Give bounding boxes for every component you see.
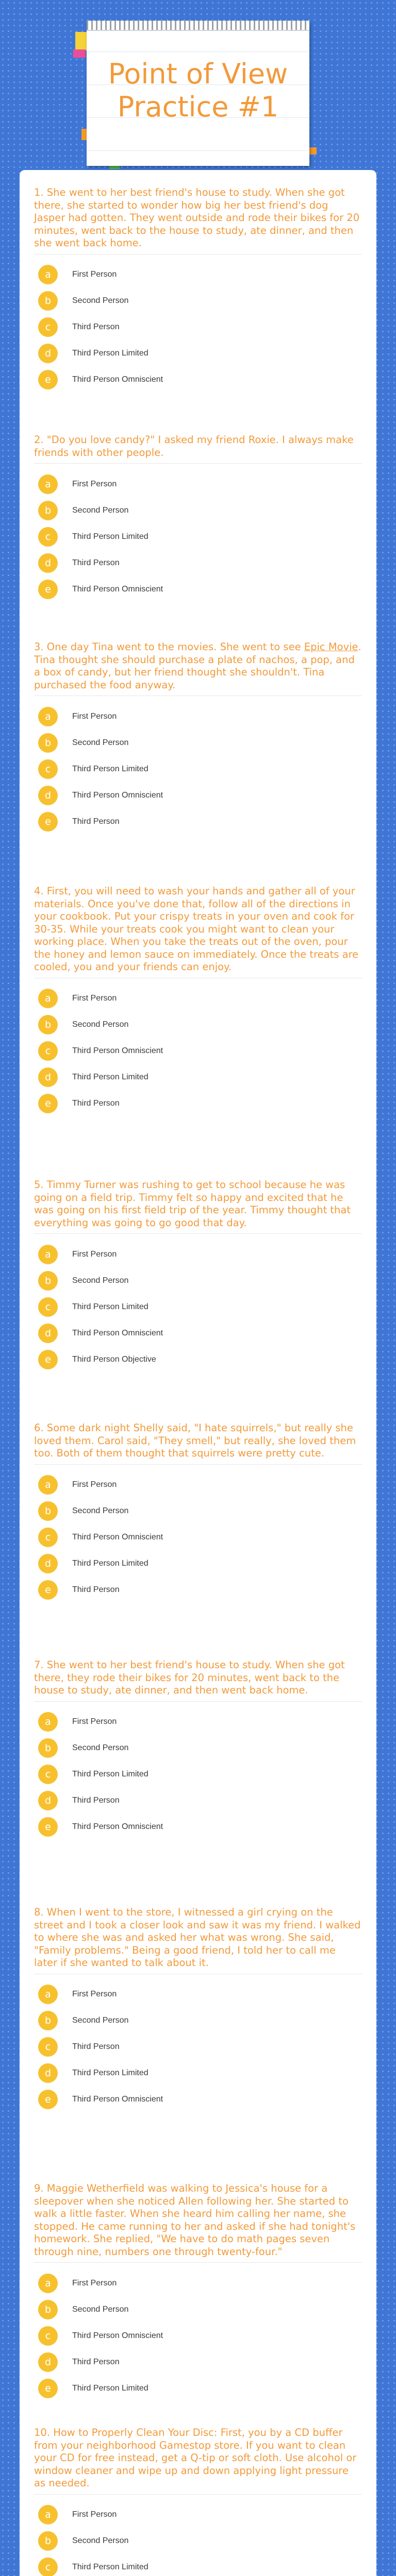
option-letter-badge: c — [38, 1297, 58, 1317]
option-letter-badge: c — [38, 1528, 58, 1547]
answer-option[interactable] — [34, 1981, 362, 2008]
answer-option[interactable] — [34, 2008, 362, 2034]
answer-option[interactable] — [34, 523, 362, 550]
question-text: 4. First, you will need to wash your hands and gather all of your materials. Once you've done that, follow all of the directions in your cookbook. Put your crispy treats in your oven and cook for 30-35. While your treats cook you might want to clean your working place. When you take the treats out of the oven, pour the honey and lemon sauce on immediately. Once the treats are cooled, you and your friends can enjoy. — [34, 885, 362, 978]
option-letter-badge: d — [38, 2063, 58, 2083]
option-letter-badge: a — [38, 1475, 58, 1495]
orange-confetti-small — [309, 147, 317, 155]
option-letter-badge: e — [38, 2379, 58, 2398]
answer-option[interactable] — [34, 1294, 362, 1320]
answer-options — [34, 1241, 362, 1372]
option-label: Third Person Omniscient — [72, 584, 163, 594]
option-letter-badge: c — [38, 759, 58, 779]
option-letter-badge: d — [38, 1554, 58, 1573]
option-letter-badge: c — [38, 1765, 58, 1784]
notepad-title-card — [87, 21, 309, 166]
option-label: Third Person Omniscient — [72, 375, 163, 384]
question-4 — [34, 885, 362, 1117]
answer-option[interactable] — [34, 550, 362, 576]
option-letter-badge: c — [38, 2037, 58, 2057]
question-text: 5. Timmy Turner was rushing to get to school because he was going on a field trip. Timmy felt so happy and excited that he was going on his first field trip of the year. Timmy thought that everything was going to go good that day. — [34, 1179, 362, 1234]
answer-option[interactable] — [34, 2060, 362, 2087]
option-label: Second Person — [72, 1276, 129, 1285]
option-label: First Person — [72, 2510, 117, 2519]
option-letter-badge: c — [38, 2557, 58, 2576]
option-letter-badge: e — [38, 1094, 58, 1113]
option-letter-badge: e — [38, 812, 58, 832]
question-3 — [34, 641, 362, 835]
option-label: Third Person Limited — [72, 2383, 148, 2393]
question-1 — [34, 187, 362, 393]
answer-option[interactable] — [34, 1346, 362, 1372]
notepad-spiral — [87, 21, 309, 31]
option-label: Third Person Omniscient — [72, 2095, 163, 2104]
answer-option[interactable] — [34, 1498, 362, 1524]
question-text: 7. She went to her best friend's house to study. When she got there, they rode their bikes for 20 minutes, went back to the house to study, ate dinner, and then went back home. — [34, 1659, 362, 1702]
option-letter-badge: b — [38, 2300, 58, 2319]
option-label: Second Person — [72, 1743, 129, 1752]
answer-option[interactable] — [34, 1064, 362, 1091]
option-label: Second Person — [72, 2304, 129, 2314]
option-letter-badge: b — [38, 733, 58, 753]
answer-options — [34, 2502, 362, 2576]
question-6 — [34, 1422, 362, 1603]
option-letter-badge: a — [38, 989, 58, 1008]
yellow-confetti — [75, 32, 88, 50]
question-2 — [34, 434, 362, 602]
option-label: Second Person — [72, 2016, 129, 2025]
question-text-part: 3. One day Tina went to the movies. She went to see — [34, 641, 304, 653]
option-label: Third Person Limited — [72, 764, 148, 773]
question-text — [34, 641, 362, 696]
answer-options — [34, 1472, 362, 1603]
answer-option[interactable] — [34, 808, 362, 835]
option-label: First Person — [72, 711, 117, 721]
option-label: First Person — [72, 270, 117, 279]
option-label: Second Person — [72, 738, 129, 747]
question-text: 8. When I went to the store, I witnessed a girl crying on the street and I took a closer look and saw it was my friend. I walked to where she was and asked her what was wrong. She said, "Family problems." Being a good friend, I told her to call me later if she wanted to talk about it. — [34, 1906, 362, 1974]
question-text: 10. How to Properly Clean Your Disc: First, you by a CD buffer from your neighborhood Gamestop store. If you want to clean your CD for free instead, get a Q-tip or soft cloth. Use alcohol or window cleaner and wipe up and down applying light pressure as needed. — [34, 2427, 362, 2495]
option-letter-badge: c — [38, 2326, 58, 2346]
answer-option[interactable] — [34, 1761, 362, 1788]
option-label: Third Person — [72, 2042, 120, 2051]
option-letter-badge: e — [38, 370, 58, 389]
option-letter-badge: d — [38, 786, 58, 805]
option-label: Third Person — [72, 817, 120, 826]
answer-option[interactable] — [34, 576, 362, 602]
answer-option[interactable] — [34, 288, 362, 314]
option-letter-badge: a — [38, 1245, 58, 1264]
option-label: First Person — [72, 2278, 117, 2287]
answer-option[interactable] — [34, 1814, 362, 1840]
option-label: First Person — [72, 1717, 117, 1726]
answer-options — [34, 986, 362, 1117]
pink-confetti — [73, 49, 86, 58]
option-letter-badge: c — [38, 527, 58, 547]
option-label: Third Person Omniscient — [72, 1533, 163, 1541]
option-letter-badge: a — [38, 707, 58, 726]
answer-options — [34, 262, 362, 393]
question-text: 2. "Do you love candy?" I asked my friend Roxie. I always make friends with other people. — [34, 434, 362, 464]
option-letter-badge: b — [38, 1501, 58, 1521]
option-label: Second Person — [72, 1506, 129, 1515]
answer-option[interactable] — [34, 1320, 362, 1346]
option-letter-badge: b — [38, 2531, 58, 2551]
option-label: Second Person — [72, 296, 129, 305]
answer-options — [34, 2270, 362, 2401]
option-letter-badge: b — [38, 2011, 58, 2030]
option-label: First Person — [72, 479, 117, 488]
option-letter-badge: c — [38, 1041, 58, 1061]
answer-option[interactable] — [34, 1709, 362, 1735]
question-8 — [34, 1906, 362, 2113]
answer-option[interactable] — [34, 782, 362, 808]
question-text: 9. Maggie Wetherfield was walking to Jessica's house for a sleepover when she noticed Allen following her. She started to walk a little faster. When she heard him calling her name, she stopped. He came running to her and asked if she had tonight's homework. She replied, "We have to do math pages seven through nine, numbers one through twenty-four." — [34, 2182, 362, 2263]
option-letter-badge: e — [38, 1580, 58, 1600]
answer-option[interactable] — [34, 2528, 362, 2554]
option-letter-badge: a — [38, 2274, 58, 2293]
answer-option[interactable] — [34, 730, 362, 756]
option-label: Second Person — [72, 1020, 129, 1029]
answer-option[interactable] — [34, 1091, 362, 1117]
answer-option[interactable] — [34, 2375, 362, 2401]
answer-option[interactable] — [34, 1577, 362, 1603]
answer-option[interactable] — [34, 2349, 362, 2375]
option-label: Third Person — [72, 558, 120, 567]
notepad-rule — [87, 150, 309, 151]
option-label: Third Person Omniscient — [72, 2331, 163, 2340]
option-letter-badge: a — [38, 1712, 58, 1732]
option-letter-badge: e — [38, 1817, 58, 1837]
option-letter-badge: e — [38, 2090, 58, 2109]
answer-options — [34, 1709, 362, 1840]
option-letter-badge: d — [38, 553, 58, 573]
quiz-card — [20, 170, 376, 2576]
answer-option[interactable] — [34, 986, 362, 1012]
option-letter-badge: b — [38, 291, 58, 311]
option-letter-badge: a — [38, 1985, 58, 2004]
option-letter-badge: d — [38, 1067, 58, 1087]
answer-option[interactable] — [34, 1012, 362, 1038]
option-letter-badge: a — [38, 265, 58, 284]
option-label: First Person — [72, 1249, 117, 1259]
option-label: Third Person Limited — [72, 532, 148, 541]
answer-option[interactable] — [34, 2034, 362, 2060]
answer-option[interactable] — [34, 314, 362, 341]
movie-title-link[interactable]: Epic Movie — [304, 641, 358, 653]
option-label: Third Person — [72, 323, 120, 331]
answer-option[interactable] — [34, 1472, 362, 1498]
option-label: First Person — [72, 1990, 117, 1998]
option-label: Third Person Limited — [72, 1770, 148, 1778]
answer-option[interactable] — [34, 1267, 362, 1294]
answer-option[interactable] — [34, 367, 362, 393]
option-label: Third Person Limited — [72, 1073, 148, 1081]
option-label: Third Person Omniscient — [72, 1822, 163, 1831]
option-letter-badge: a — [38, 474, 58, 494]
option-letter-badge: b — [38, 501, 58, 520]
option-label: Third Person Limited — [72, 1302, 148, 1311]
option-label: Third Person Omniscient — [72, 1046, 163, 1055]
answer-option[interactable] — [34, 471, 362, 497]
question-text: 6. Some dark night Shelly said, "I hate squirrels," but really she loved them. Carol said, "They smell," but really, she loved them too. Both of them thought that squirrels were pretty cute. — [34, 1422, 362, 1465]
answer-option[interactable] — [34, 703, 362, 730]
answer-option[interactable] — [34, 2502, 362, 2528]
option-label: First Person — [72, 994, 117, 1003]
option-letter-badge: a — [38, 2505, 58, 2524]
option-letter-badge: c — [38, 317, 58, 337]
answer-option[interactable] — [34, 1551, 362, 1577]
option-letter-badge: d — [38, 344, 58, 363]
option-letter-badge: b — [38, 1271, 58, 1291]
option-letter-badge: e — [38, 1350, 58, 1369]
option-label: Third Person Limited — [72, 2563, 148, 2571]
question-7 — [34, 1659, 362, 1840]
header — [0, 0, 396, 170]
page-title: Point of View Practice #1 — [108, 58, 288, 123]
option-label: Third Person — [72, 1796, 120, 1805]
answer-options — [34, 703, 362, 835]
answer-option[interactable] — [34, 1241, 362, 1267]
option-label: Third Person — [72, 2357, 120, 2366]
question-text-part: . Tina thought she should purchase a plate of nachos, a pop, and a box of candy, but her friend thought she shouldn't. Tina purchased the food anyway. — [34, 641, 361, 691]
option-label: Third Person Omniscient — [72, 790, 163, 800]
answer-option[interactable] — [34, 341, 362, 367]
answer-options — [34, 1981, 362, 2113]
option-label: First Person — [72, 1480, 117, 1489]
answer-options — [34, 471, 362, 602]
answer-option[interactable] — [34, 262, 362, 288]
option-label: Third Person — [72, 1585, 120, 1594]
option-letter-badge: d — [38, 1324, 58, 1343]
answer-option[interactable] — [34, 756, 362, 782]
answer-option[interactable] — [34, 1524, 362, 1551]
question-5 — [34, 1179, 362, 1372]
option-letter-badge: e — [38, 580, 58, 599]
option-label: Second Person — [72, 2536, 129, 2545]
option-label: Third Person Omniscient — [72, 1328, 163, 1337]
answer-option[interactable] — [34, 2323, 362, 2349]
answer-option[interactable] — [34, 2270, 362, 2296]
option-letter-badge: d — [38, 1791, 58, 1810]
option-label: Third Person — [72, 1099, 120, 1108]
answer-option[interactable] — [34, 1788, 362, 1814]
answer-option[interactable] — [34, 2087, 362, 2113]
option-label: Third Person Limited — [72, 2069, 148, 2077]
option-label: Third Person Objective — [72, 1354, 156, 1364]
option-label: Third Person Limited — [72, 349, 148, 358]
question-text: 1. She went to her best friend's house to study. When she got there, she started to wonder how big her best friend's dog Jasper had gotten. They went outside and rode their bikes for 20 minutes, went back to the house to study, ate dinner, and then she went back home. — [34, 187, 362, 255]
answer-option[interactable] — [34, 1038, 362, 1064]
answer-option[interactable] — [34, 2296, 362, 2323]
option-letter-badge: b — [38, 1015, 58, 1035]
answer-option[interactable] — [34, 2554, 362, 2576]
answer-option[interactable] — [34, 497, 362, 523]
option-label: Second Person — [72, 505, 129, 515]
question-10 — [34, 2427, 362, 2576]
option-letter-badge: d — [38, 2352, 58, 2372]
question-9 — [34, 2182, 362, 2401]
answer-option[interactable] — [34, 1735, 362, 1761]
option-label: Third Person Limited — [72, 1559, 148, 1568]
option-letter-badge: b — [38, 1738, 58, 1758]
